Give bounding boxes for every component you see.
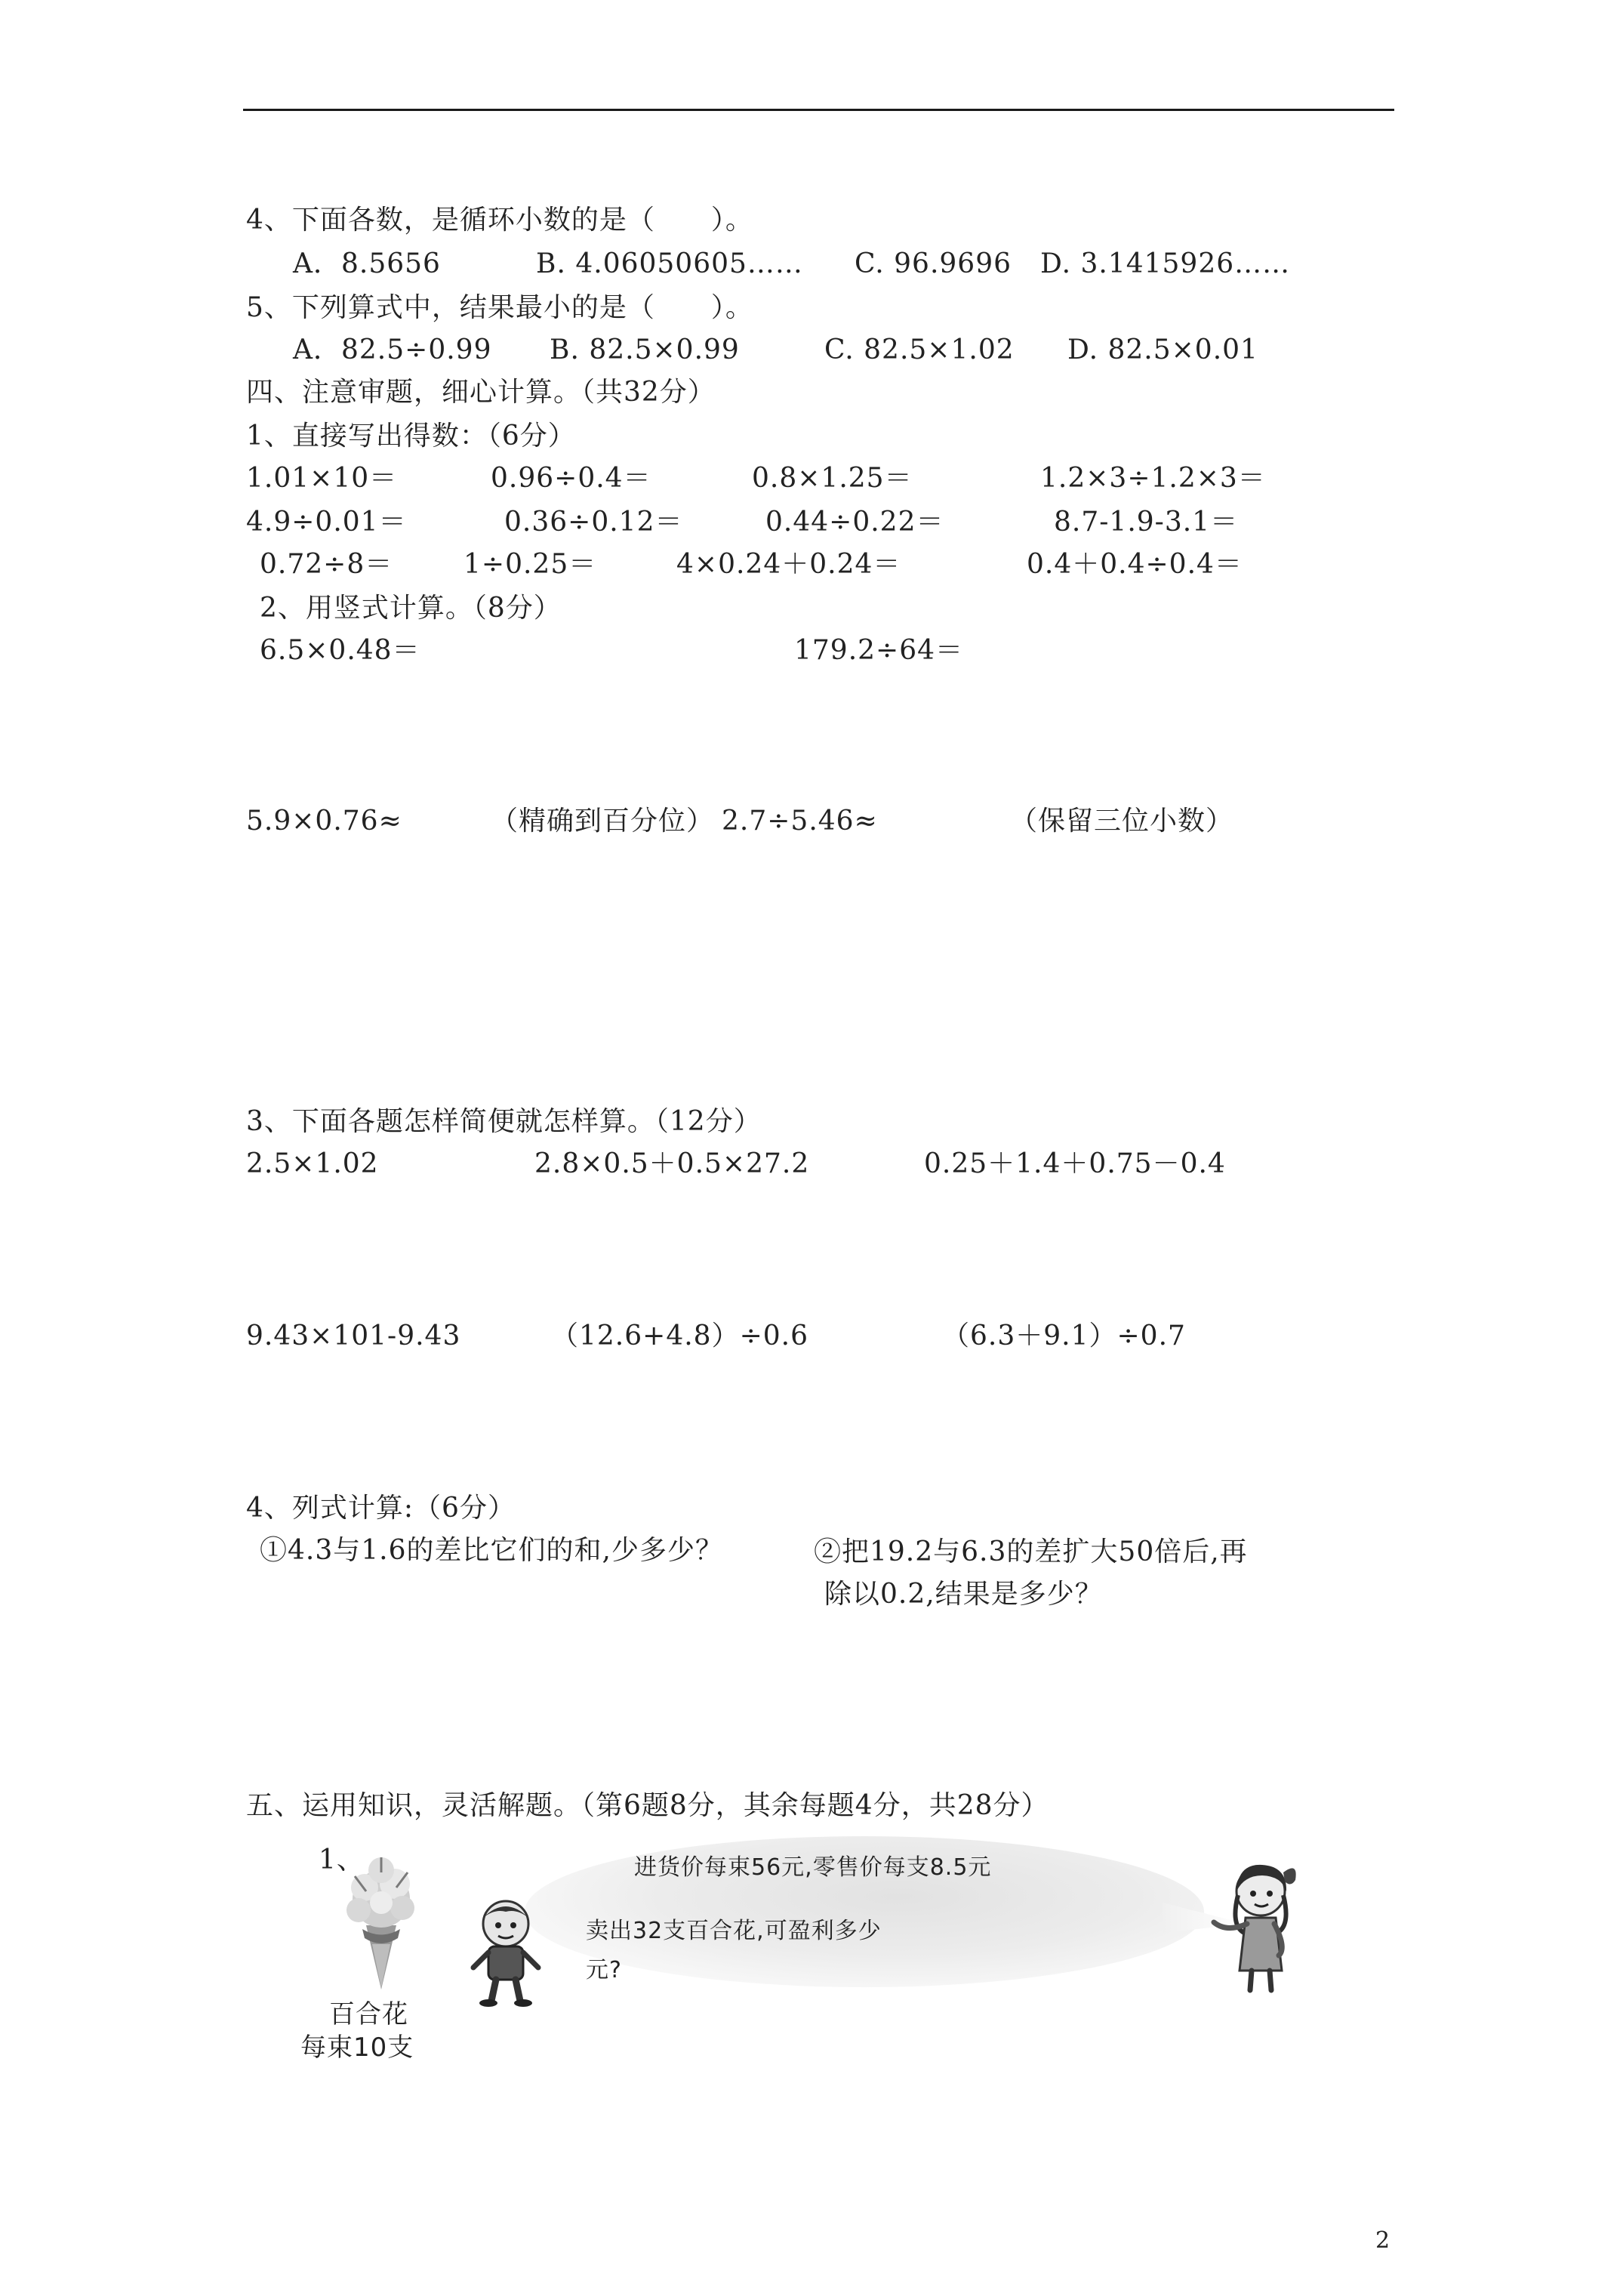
q4-option-b: B. 4.06050605…… [536,248,803,279]
s4-p1-r3-c3: 4×0.24＋0.24＝ [676,549,901,580]
s4-p1-r1-c3: 0.8×1.25＝ [752,463,913,494]
s4-p3-r1-c2: 2.8×0.5＋0.5×27.2 [534,1148,810,1179]
s4-p2-c: 5.9×0.76≈ [246,806,402,837]
s4-p1-title: 1、直接写出得数：（6分） [246,421,576,451]
bubble-line-3: 元? [586,1957,622,1983]
flower-label-1: 百合花 [329,1999,408,2029]
s4-p3-r2-c3: （6.3＋9.1）÷0.7 [942,1321,1186,1351]
s4-p3-r1-c3: 0.25＋1.4＋0.75－0.4 [924,1148,1226,1179]
s4-p4-q1: ①4.3与1.6的差比它们的和,少多少？ [260,1535,723,1566]
s4-p3-r1-c1: 2.5×1.02 [246,1148,379,1179]
s4-p1-r2-c4: 8.7-1.9-3.1＝ [1054,507,1239,538]
s4-p2-title: 2、用竖式计算。（8分） [260,593,562,624]
s4-p1-r1-c2: 0.96÷0.4＝ [491,463,651,494]
q4-option-c: C. 96.9696 [855,248,1012,279]
s4-p3-r2-c2: （12.6+4.8）÷0.6 [551,1321,808,1351]
s4-p4-q2-line1: ②把19.2与6.3的差扩大50倍后,再 [814,1536,1248,1567]
q5-option-a: A．82.5÷0.99 [293,334,492,365]
s4-p1-r3-c2: 1÷0.25＝ [463,549,597,580]
q5-stem: 5、下列算式中，结果最小的是（ ）。 [246,292,753,323]
bubble-line-2: 卖出32支百合花,可盈利多少 [586,1918,882,1944]
s4-p1-r3-c1: 0.72÷8＝ [260,549,393,580]
section4-title: 四、注意审题，细心计算。（共32分） [246,377,716,408]
s4-p4-q2-line2: 除以0.2,结果是多少？ [824,1579,1103,1610]
s4-p1-r1-c1: 1.01×10＝ [246,463,398,494]
s4-p1-r2-c3: 0.44÷0.22＝ [765,507,944,538]
s4-p3-title: 3、下面各题怎样简便就怎样算。（12分） [246,1106,762,1137]
s5-q1-num: 1、 [319,1845,365,1875]
q5-option-c: C. 82.5×1.02 [824,334,1015,365]
q4-stem: 4、下面各数，是循环小数的是（ ）。 [246,205,753,236]
q4-option-a: A．8.5656 [293,248,441,279]
s4-p1-r3-c4: 0.4＋0.4÷0.4＝ [1027,549,1243,580]
lily-bouquet-icon [336,1854,427,1997]
s4-p2-a: 6.5×0.48＝ [260,635,420,666]
bubble-line-1: 进货价每束56元,零售价每支8.5元 [634,1854,992,1881]
flower-label-2: 每束10支 [300,2032,414,2063]
bubble-line-3-clip [586,1954,646,1983]
section5-title: 五、运用知识，灵活解题。（第6题8分，其余每题4分，共28分） [246,1790,1049,1821]
s4-p2-d: 2.7÷5.46≈ [722,806,878,837]
q5-option-d: D. 82.5×0.01 [1067,334,1258,365]
header-rule [243,109,1394,111]
q5-option-b: B. 82.5×0.99 [550,334,740,365]
s4-p2-d-note: （保留三位小数） [1010,806,1234,837]
s4-p1-r2-c2: 0.36÷0.12＝ [504,507,683,538]
girl-character-icon [1200,1857,1306,1993]
s4-p1-r2-c1: 4.9÷0.01＝ [246,507,407,538]
boy-character-icon [464,1895,547,2008]
s4-p2-c-note: （精确到百分位） [491,806,715,837]
s4-p4-title: 4、列式计算:（6分） [246,1493,516,1524]
s4-p2-b: 179.2÷64＝ [794,635,964,666]
s4-p1-r1-c4: 1.2×3÷1.2×3＝ [1040,463,1266,494]
s4-p3-r2-c1: 9.43×101-9.43 [246,1321,461,1351]
q4-option-d: D. 3.1415926…… [1040,248,1291,279]
page-number: 2 [1375,2227,1390,2254]
